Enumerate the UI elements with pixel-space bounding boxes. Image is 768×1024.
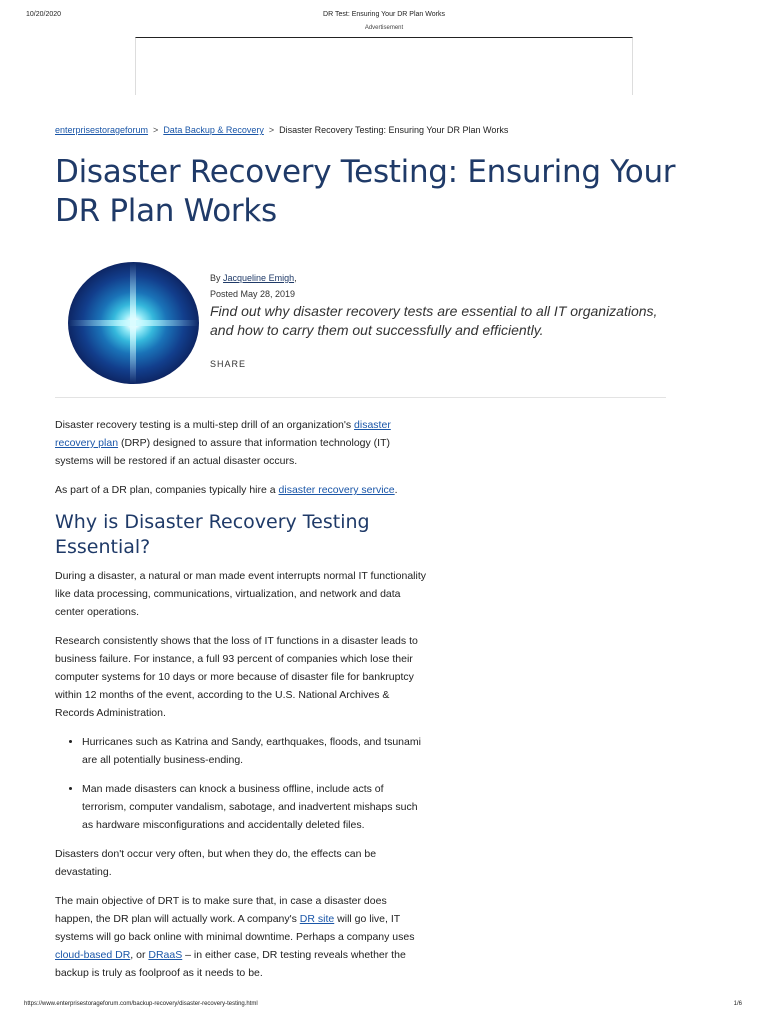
posted-date: Posted May 28, 2019 (210, 289, 296, 299)
byline-prefix: By (210, 273, 221, 283)
paragraph-service (55, 481, 427, 499)
breadcrumb (55, 125, 508, 135)
paragraph-text: will go live, IT systems will go back online with minimal downtime. Perhaps a company uses (55, 913, 415, 943)
share-button[interactable]: SHARE (210, 359, 247, 369)
paragraph-text: – in either case, DR testing reveals whether the backup is truly as foolproof as it needs to be. (55, 949, 406, 979)
advertisement-label: Advertisement (364, 25, 404, 31)
advertisement-slot[interactable] (135, 37, 633, 95)
breadcrumb-home-link[interactable]: enterprisestorageforum (55, 125, 149, 135)
print-footer (0, 1001, 768, 1013)
divider (55, 397, 666, 398)
light-ray-vertical (130, 262, 136, 384)
print-page-number: 1/6 (733, 1001, 742, 1007)
disaster-recovery-service-link[interactable]: disaster recovery service (278, 484, 395, 496)
breadcrumb-category-link[interactable]: Data Backup & Recovery (163, 125, 264, 135)
breadcrumb-separator: > (153, 125, 159, 135)
bullet-list (55, 733, 427, 834)
paragraph-text: . (394, 484, 398, 496)
byline-comma: , (294, 273, 297, 283)
author-link[interactable]: Jacqueline Emigh (223, 273, 295, 283)
print-date: 10/20/2020 (26, 11, 62, 18)
list-item: • Hurricanes such as Katrina and Sandy, earthquakes, floods, and tsunami are all potentially business-ending. (82, 733, 427, 769)
list-item: • Man made disasters can knock a business offline, include acts of terrorism, computer vandalism, sabotage, and inadvertent mishaps such as hardware misconfigurations and accidentally deleted files. (82, 780, 427, 834)
paragraph-objective (55, 892, 427, 982)
paragraph-text: Disaster recovery testing is a multi-step drill of an organization's (55, 419, 355, 431)
print-header (0, 11, 768, 23)
page-title: Disaster Recovery Testing: Ensuring Your DR Plan Works (55, 154, 676, 229)
paragraph-effects: Disasters don't occur very often, but when they do, the effects can be devastating. (55, 848, 377, 878)
paragraph-text: As part of a DR plan, companies typically hire a (55, 484, 279, 496)
paragraph-text: , or (130, 949, 149, 961)
disaster-recovery-plan-link[interactable]: disaster recovery plan (55, 419, 391, 449)
author-byline (210, 273, 297, 283)
breadcrumb-current: Disaster Recovery Testing: Ensuring Your DR Plan Works (279, 125, 509, 135)
breadcrumb-separator: > (268, 125, 275, 135)
print-url: https://www.enterprisestorageforum.com/backup-recovery/disaster-recovery-testing.html (24, 1001, 258, 1007)
cloud-based-dr-link[interactable]: cloud-based DR (55, 949, 131, 961)
section-heading: Why is Disaster Recovery Testing Essential? (55, 511, 370, 558)
paragraph-intro (55, 416, 427, 470)
draas-link[interactable]: DRaaS (148, 949, 183, 961)
dr-site-link[interactable]: DR site (299, 913, 335, 925)
print-page-title: DR Test: Ensuring Your DR Plan Works (323, 11, 445, 18)
paragraph-text: The main objective of DRT is to make sure that, in case a disaster does happen, the DR plan will actually work. A company's (55, 895, 387, 925)
paragraph-research: Research consistently shows that the loss of IT functions in a disaster leads to business failure. For instance, a full 93 percent of companies which lose their computer systems for 10 days or more because of disaster file for bankruptcy within 12 months of the event, according to the U.S. National Archives & Records Administration. (55, 635, 418, 719)
article-body (55, 416, 427, 993)
article-hero-image (68, 262, 199, 384)
paragraph-text: (DRP) designed to assure that information technology (IT) systems will be restored if an actual disaster occurs. (55, 437, 390, 467)
paragraph-during-disaster: During a disaster, a natural or man made event interrupts normal IT functionality like data processing, communications, virtualization, and network and data center operations. (55, 570, 426, 618)
article-summary: Find out why disaster recovery tests are essential to all IT organizations, and how to carry them out successfully and efficiently. (210, 303, 658, 338)
